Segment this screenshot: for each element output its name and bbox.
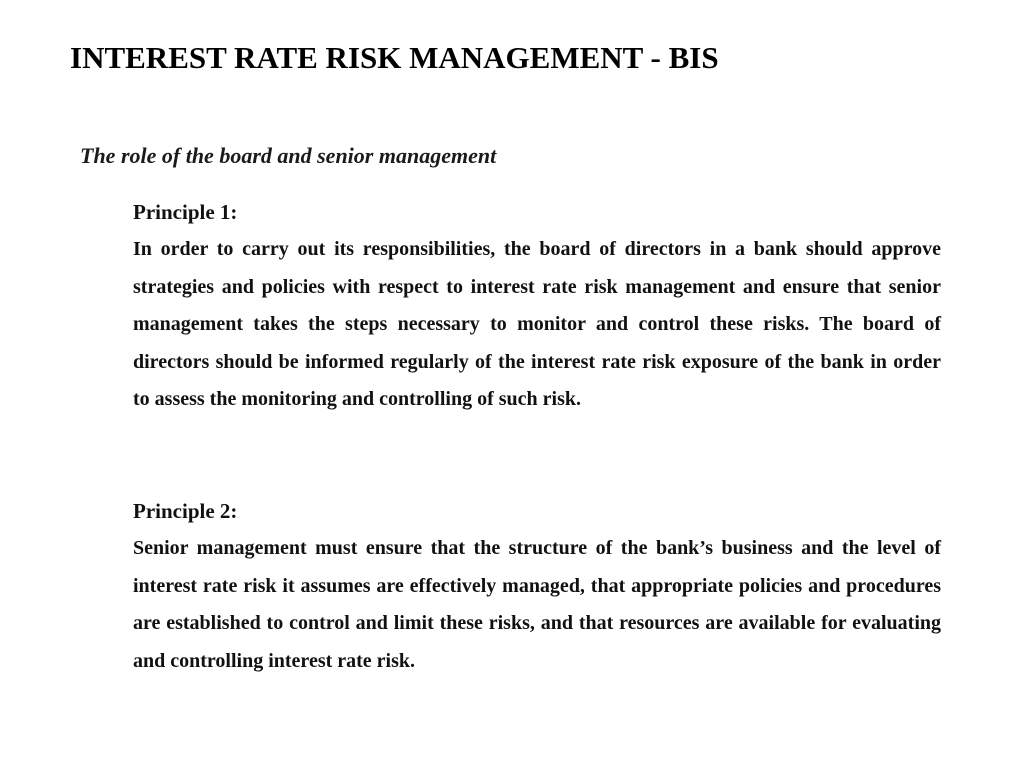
principle-2-text: Senior management must ensure that the structure of the bank’s business and the level of interest rate risk it assumes are effectively managed, that appropriate policies and procedures are established to control and limit these risks, and that resources are available for evaluating and controlling interest rate risk. <box>133 537 941 672</box>
slide-title: INTEREST RATE RISK MANAGEMENT - BIS <box>70 40 719 75</box>
principle-1-title: Principle 1: <box>133 200 238 224</box>
principle-1-text: In order to carry out its responsibilities, the board of directors in a bank should approve strategies and policies with respect to interest rate risk management and ensure that senior management takes the steps necessary to monitor and control these risks. The board of directors should be informed regularly of the interest rate risk exposure of the bank in order to assess the monitoring and controlling of such risk. <box>133 238 941 411</box>
principle-1-block <box>133 194 941 419</box>
section-heading: The role of the board and senior management <box>80 143 497 168</box>
principle-2-block <box>133 493 941 680</box>
principle-2-title: Principle 2: <box>133 499 238 523</box>
